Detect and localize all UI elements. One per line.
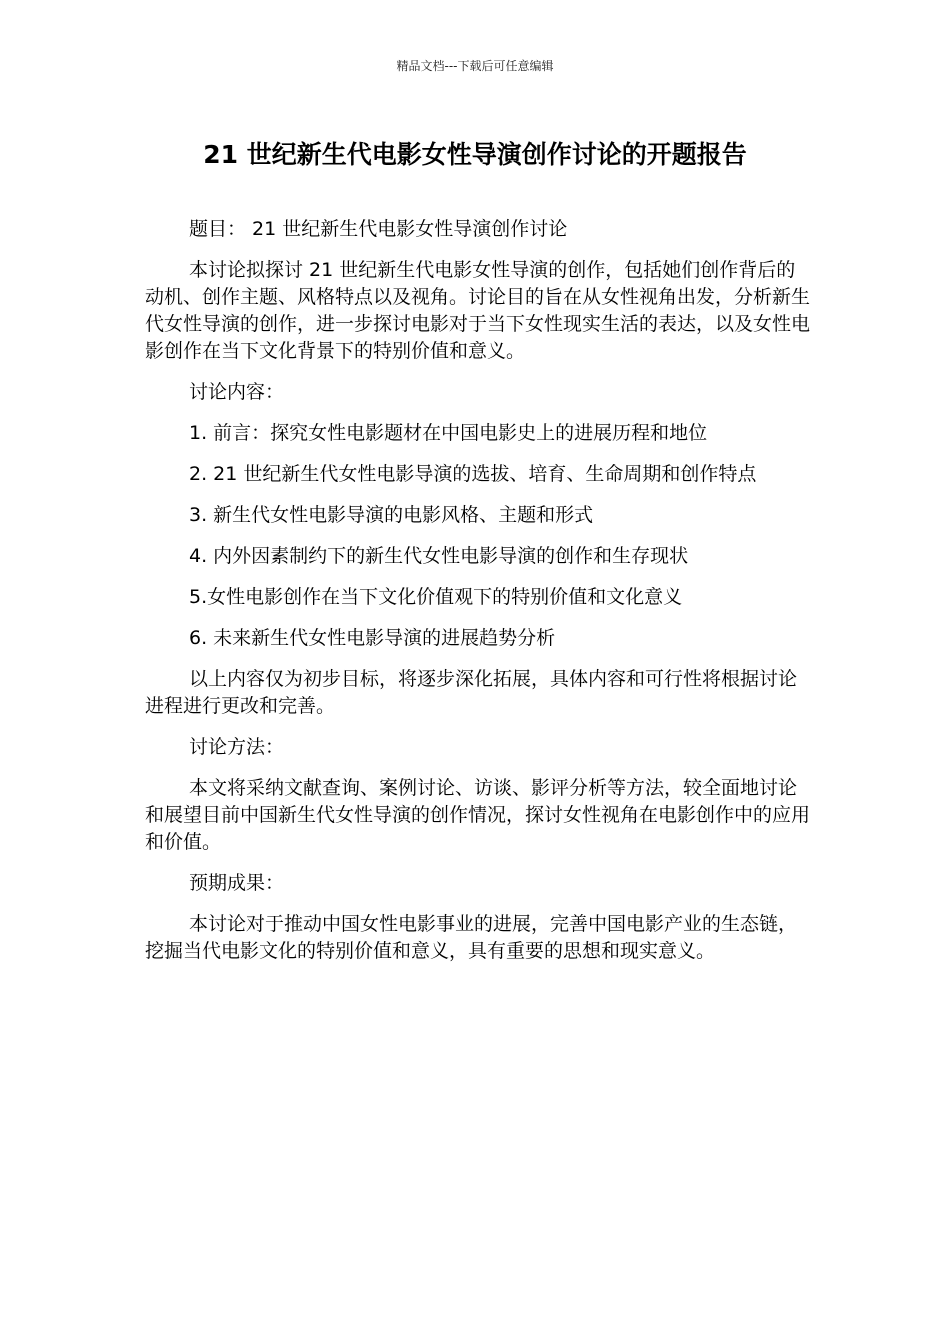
method-paragraph: 本文将采纳文献查询、案例讨论、访谈、影评分析等方法，较全面地讨论和展望目前中国新生代女性导演的创作情况，探讨女性视角在电影创作中的应用和价值。 [145, 777, 811, 853]
content-note-paragraph: 以上内容仅为初步目标，将逐步深化拓展，具体内容和可行性将根据讨论进程进行更改和完善。 [145, 668, 798, 717]
list-item: 3. 新生代女性电影导演的电影风格、主题和形式 [189, 504, 594, 526]
list-item: 2. 21 世纪新生代女性电影导演的选拔、培育、生命周期和创作特点 [189, 463, 757, 485]
result-paragraph: 本讨论对于推动中国女性电影事业的进展，完善中国电影产业的生态链，挖掘当代电影文化的特别价值和意义，具有重要的思想和现实意义。 [145, 913, 798, 962]
document-title: 21 世纪新生代电影女性导演创作讨论的开题报告 [203, 140, 747, 169]
document-body [145, 216, 810, 979]
content-label: 讨论内容： [189, 381, 285, 403]
list-item: 4. 内外因素制约下的新生代女性电影导演的创作和生存现状 [189, 545, 689, 567]
list-item: 6. 未来新生代女性电影导演的进展趋势分析 [189, 627, 556, 649]
intro-paragraph: 本讨论拟探讨 21 世纪新生代电影女性导演的创作，包括她们创作背后的动机、创作主题、风格特点以及视角。讨论目的旨在从女性视角出发，分析新生代女性导演的创作，进一步探讨电影对于当下女性现实生活的表达，以及女性电影创作在当下文化背景下的特别价值和意义。 [145, 259, 811, 362]
list-item: 1. 前言：探究女性电影题材在中国电影史上的进展历程和地位 [189, 422, 708, 444]
list-item: 5.女性电影创作在当下文化价值观下的特别价值和文化意义 [189, 586, 683, 608]
method-label: 讨论方法： [189, 736, 285, 758]
topic-line: 题目： 21 世纪新生代电影女性导演创作讨论 [189, 218, 568, 240]
result-label: 预期成果： [189, 872, 285, 894]
page-header: 精品文档---下载后可任意编辑 [396, 59, 554, 73]
